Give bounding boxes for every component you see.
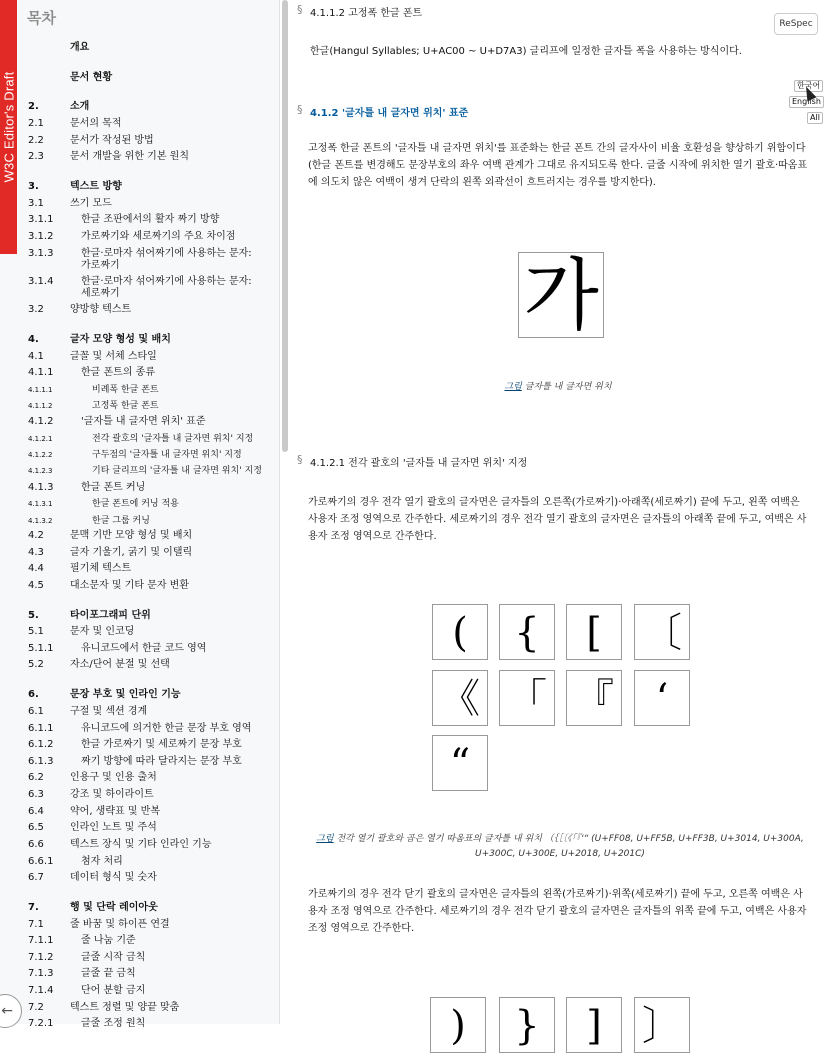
toc-item-number: 5.2	[28, 659, 44, 670]
toc-item-label: 짜기 방향에 따라 달라지는 문장 부호	[81, 756, 242, 767]
toc-item-label: 구절 및 섹션 경계	[70, 706, 148, 717]
toc-item-label: 개요	[70, 42, 90, 53]
toc-item-label: 가로짜기와 세로짜기의 주요 차이점	[81, 231, 236, 242]
toc-item-label: 소개	[70, 101, 90, 112]
respec-button[interactable]: ReSpec	[774, 13, 818, 35]
toc-item-number: 6.7	[28, 872, 44, 883]
toc-item-number: 4.3	[28, 547, 44, 558]
section-link-icon[interactable]: §	[297, 103, 303, 116]
main-content	[292, 0, 827, 1024]
toc-item-label: 단어 분할 금지	[81, 985, 146, 996]
toc-item-number: 7.1.4	[28, 985, 54, 996]
glyph-frame: [	[566, 604, 622, 660]
toc-item-number: 5.1	[28, 626, 44, 637]
toc-item-number: 6.1	[28, 706, 44, 717]
toc-item-label: 유니코드에 의거한 한글 문장 부호 영역	[81, 723, 252, 734]
toc-item-label: 고정폭 한글 폰트	[92, 401, 159, 411]
toc-item-label: 타이포그래피 단위	[70, 610, 151, 621]
toc-item-label: 줄 바꿈 및 하이픈 연결	[70, 919, 170, 930]
toc-item-label: 약어, 생략표 및 반복	[70, 806, 160, 817]
toc-item-label: 쓰기 모드	[70, 198, 112, 209]
toc-item-number: 6.6	[28, 839, 44, 850]
toc-item-number: 4.1.3.1	[28, 500, 53, 508]
glyph-frame: 〔	[634, 604, 690, 660]
toc-item-number: 6.5	[28, 822, 44, 833]
toc-title: 목차	[27, 9, 56, 27]
toc-item-label: 한글 가로짜기 및 세로짜기 문장 부호	[81, 739, 242, 750]
toc-item-label: 글꼴 및 서체 스타일	[70, 351, 157, 362]
toc-item-number: 3.1.4	[28, 276, 54, 287]
toc-item-label: 대소문자 및 기타 문자 변환	[70, 580, 189, 591]
toc-item-label: 구두점의 '글자틀 내 글자면 위치' 지정	[92, 450, 242, 460]
badge-label: W3C Editor's Draft	[1, 71, 16, 183]
toc-item-label: 인용구 및 인용 출처	[70, 772, 157, 783]
figure-caption-2	[308, 832, 812, 862]
glyph-frame: {	[499, 604, 555, 660]
toc-item-number: 3.1.1	[28, 214, 54, 225]
toc-item-number: 7.2	[28, 1002, 44, 1013]
toc-item-number: 6.	[28, 689, 39, 700]
heading-4-1-2-1: 4.1.2.1 전각 괄호의 '글자틀 내 글자면 위치' 지정	[310, 458, 528, 469]
toc-item-number: 7.1.3	[28, 968, 54, 979]
toc-scrollbar[interactable]	[282, 0, 288, 452]
lang-english-button[interactable]: English	[789, 96, 824, 108]
toc-item-number: 6.2	[28, 772, 44, 783]
heading-4-1-2: 4.1.2 '글자틀 내 글자면 위치' 표준	[310, 108, 469, 119]
toc-item-label: 자소/단어 분절 및 선택	[70, 659, 170, 670]
toc-item-label: 데이터 형식 및 숫자	[70, 872, 157, 883]
toc-item-number: 3.1.2	[28, 231, 54, 242]
toc-item-label: 한글 그룹 커닝	[92, 516, 150, 526]
toc-item-number: 2.	[28, 101, 39, 112]
toc-item-number: 7.1.2	[28, 952, 54, 963]
toc-item-label: 글줄 조정 원칙	[81, 1018, 146, 1029]
lang-all-button[interactable]: All	[807, 112, 823, 124]
figure-caption-1	[308, 380, 808, 395]
glyph-frame-ga: 가	[518, 252, 604, 338]
toc-item-label: '글자틀 내 글자면 위치' 표준	[81, 416, 206, 427]
paragraph-4-1-2-1-a: 가로짜기의 경우 전각 열기 괄호의 글자면은 글자틀의 오른쪽(가로짜기)·아래쪽(세로짜기) 끝에 두고, 왼쪽 여백은 사용자 조정 영역으로 간주한다. 세로짜기의 경우 전각 열기 괄호의 글자면은 글자틀의 아래쪽 끝에 두고, 여백은 사용자 조정 영역으로 간주한다.	[308, 497, 807, 542]
toc-item-label: 한글·로마자 섞어짜기에 사용하는 문자: 가로짜기	[81, 248, 252, 271]
toc-item-label: 필기체 텍스트	[70, 563, 132, 574]
w3c-editors-draft-badge[interactable]	[0, 0, 17, 254]
figure-link[interactable]: 그림	[504, 382, 522, 392]
arrow-left-icon: ←	[1, 1003, 13, 1019]
glyph-frame: )	[430, 997, 486, 1053]
toc-item-number: 4.1.1.2	[28, 402, 53, 410]
section-link-icon[interactable]: §	[297, 453, 303, 466]
toc-item-number: 2.2	[28, 135, 44, 146]
toc-item-number: 3.1.3	[28, 248, 54, 259]
toc-item-number: 6.4	[28, 806, 44, 817]
toc-item-label: 줄 나눔 기준	[81, 935, 136, 946]
toc-item-label: 텍스트 장식 및 기타 인라인 기능	[70, 839, 212, 850]
toc-item-number: 4.1	[28, 351, 44, 362]
toc-item-number: 4.1.2.1	[28, 435, 53, 443]
toc-item-number: 3.1	[28, 198, 44, 209]
toc-item-label: 행 및 단락 레이아웃	[70, 902, 158, 913]
toc-item-label: 글자 기울기, 굵기 및 이탤릭	[70, 547, 193, 558]
table-of-contents	[0, 0, 280, 1029]
toc-item-number: 6.1.2	[28, 739, 54, 750]
heading-4-1-1-2: 4.1.1.2 고정폭 한글 폰트	[310, 8, 423, 19]
figure-caption-text: 글자틀 내 글자면 위치	[524, 382, 612, 392]
toc-item-number: 7.	[28, 902, 39, 913]
toc-item-number: 3.	[28, 181, 39, 192]
toc-item-label: 한글·로마자 섞어짜기에 사용하는 문자: 세로짜기	[81, 276, 252, 299]
toc-item-number: 6.1.1	[28, 723, 54, 734]
toc-item-number: 4.1.2	[28, 416, 54, 427]
toc-item-number: 4.1.2.3	[28, 467, 53, 475]
toc-item-label: 글줄 시작 금칙	[81, 952, 146, 963]
toc-item-label: 한글 폰트에 커닝 적용	[92, 499, 179, 509]
toc-item-label: 비례폭 한글 폰트	[92, 385, 159, 395]
figure-caption-text: 전각 열기 괄호와 곱은 열기 따옴표의 글자틀 내 위치 （｛［〔《「『‘“ (U+FF08, U+FF5B, U+FF3B, U+3014, U+300A, U+300C, U+300E, U+2018, U+201C)	[336, 834, 804, 859]
toc-item-label: 인라인 노트 및 주석	[70, 822, 157, 833]
toc-item-number: 5.	[28, 610, 39, 621]
toc-item-label: 문자 및 인코딩	[70, 626, 135, 637]
figure-link[interactable]: 그림	[316, 834, 334, 844]
glyph-frame: (	[432, 604, 488, 660]
toc-item-number: 4.4	[28, 563, 44, 574]
toc-item-label: 전각 괄호의 '글자틀 내 글자면 위치' 지정	[92, 434, 254, 444]
section-link-icon[interactable]: §	[297, 3, 303, 16]
toc-item-number: 4.2	[28, 530, 44, 541]
toc-item-number: 4.1.1.1	[28, 386, 53, 394]
glyph-frame: 《	[432, 670, 488, 726]
glyph-frame: ]	[566, 997, 622, 1053]
glyph-frame: 「	[499, 670, 555, 726]
toc-item-number: 4.1.1	[28, 367, 54, 378]
toc-item-label: 강조 및 하이라이트	[70, 789, 154, 800]
toc-item-label: 유니코드에서 한글 코드 영역	[81, 643, 207, 654]
toc-item-number: 2.3	[28, 151, 44, 162]
toc-item-label: 한글 폰트 커닝	[81, 482, 146, 493]
toc-item-label: 양방향 텍스트	[70, 304, 132, 315]
glyph-frame: 『	[566, 670, 622, 726]
toc-item-label: 문서의 목적	[70, 118, 122, 129]
paragraph-4-1-1-2: 한글(Hangul Syllables; U+AC00 ~ U+D7A3) 글리프에 일정한 글자틀 폭을 사용하는 방식이다.	[310, 46, 742, 57]
toc-item-number: 6.3	[28, 789, 44, 800]
toc-item-number: 7.1	[28, 919, 44, 930]
glyph-frame: “	[432, 735, 488, 791]
glyph-frame: 〕	[634, 997, 690, 1053]
toc-item-label: 한글 조판에서의 활자 짜기 방향	[81, 214, 220, 225]
glyph-frame: }	[499, 997, 555, 1053]
toc-item-label: 문서가 작성된 방법	[70, 135, 154, 146]
toc-item-number: 4.	[28, 334, 39, 345]
paragraph-4-1-2: 고정폭 한글 폰트의 '글자틀 내 글자면 위치'를 표준화는 한글 폰트 간의 글자사이 비율 호환성을 향상하기 위함이다(한글 폰트를 변경해도 문장부호의 좌우 여백 관계가 그대로 유지되도록 한다. 글줄 시작에 위치한 열기 괄호·따옴표에 의도치 않은 여백이 생겨 단락의 왼쪽 외곽선이 흐트러지는 경우를 방지한다).	[308, 143, 808, 188]
toc-item-label: 첨자 처리	[81, 856, 123, 867]
toc-item-label: 텍스트 정렬 및 양끝 맞춤	[70, 1002, 180, 1013]
toc-item-number: 4.1.3	[28, 482, 54, 493]
toc-item-number: 7.2.1	[28, 1018, 54, 1029]
paragraph-4-1-2-1-b: 가로짜기의 경우 전각 닫기 괄호의 글자면은 글자틀의 왼쪽(가로짜기)·위쪽(세로짜기) 끝에 두고, 오른쪽 여백은 사용자 조정 영역으로 간주한다. 세로짜기의 경우 전각 닫기 괄호의 글자면은 글자틀의 위쪽 끝에 두고, 여백은 사용자 조정 영역으로 간주한다.	[308, 889, 807, 934]
toc-item-number: 7.1.1	[28, 935, 54, 946]
toc-item-number: 4.5	[28, 580, 44, 591]
toc-item-label: 텍스트 방향	[70, 181, 122, 192]
lang-korean-button[interactable]: 한국어	[794, 80, 823, 92]
toc-item-label: 문서 현황	[70, 72, 113, 83]
toc-item-label: 문장 부호 및 인라인 기능	[70, 689, 181, 700]
toc-item-label: 글자 모양 형성 및 배치	[70, 334, 171, 345]
toc-item-number: 6.6.1	[28, 856, 54, 867]
toc-item-label: 한글 폰트의 종류	[81, 367, 155, 378]
toc-item-number: 5.1.1	[28, 643, 54, 654]
toc-item-label: 글줄 끝 금칙	[81, 968, 136, 979]
glyph-frame: ‘	[634, 670, 690, 726]
toc-item-number: 4.1.2.2	[28, 451, 53, 459]
toc-item-number: 2.1	[28, 118, 44, 129]
toc-item-label: 기타 글리프의 '글자틀 내 글자면 위치' 지정	[92, 466, 262, 476]
toc-item-number: 6.1.3	[28, 756, 54, 767]
toc-item-number: 4.1.3.2	[28, 517, 53, 525]
toc-item-label: 문서 개발을 위한 기본 원칙	[70, 151, 189, 162]
toc-item-label: 문맥 기반 모양 형성 및 배치	[70, 530, 193, 541]
toc-item-number: 3.2	[28, 304, 44, 315]
